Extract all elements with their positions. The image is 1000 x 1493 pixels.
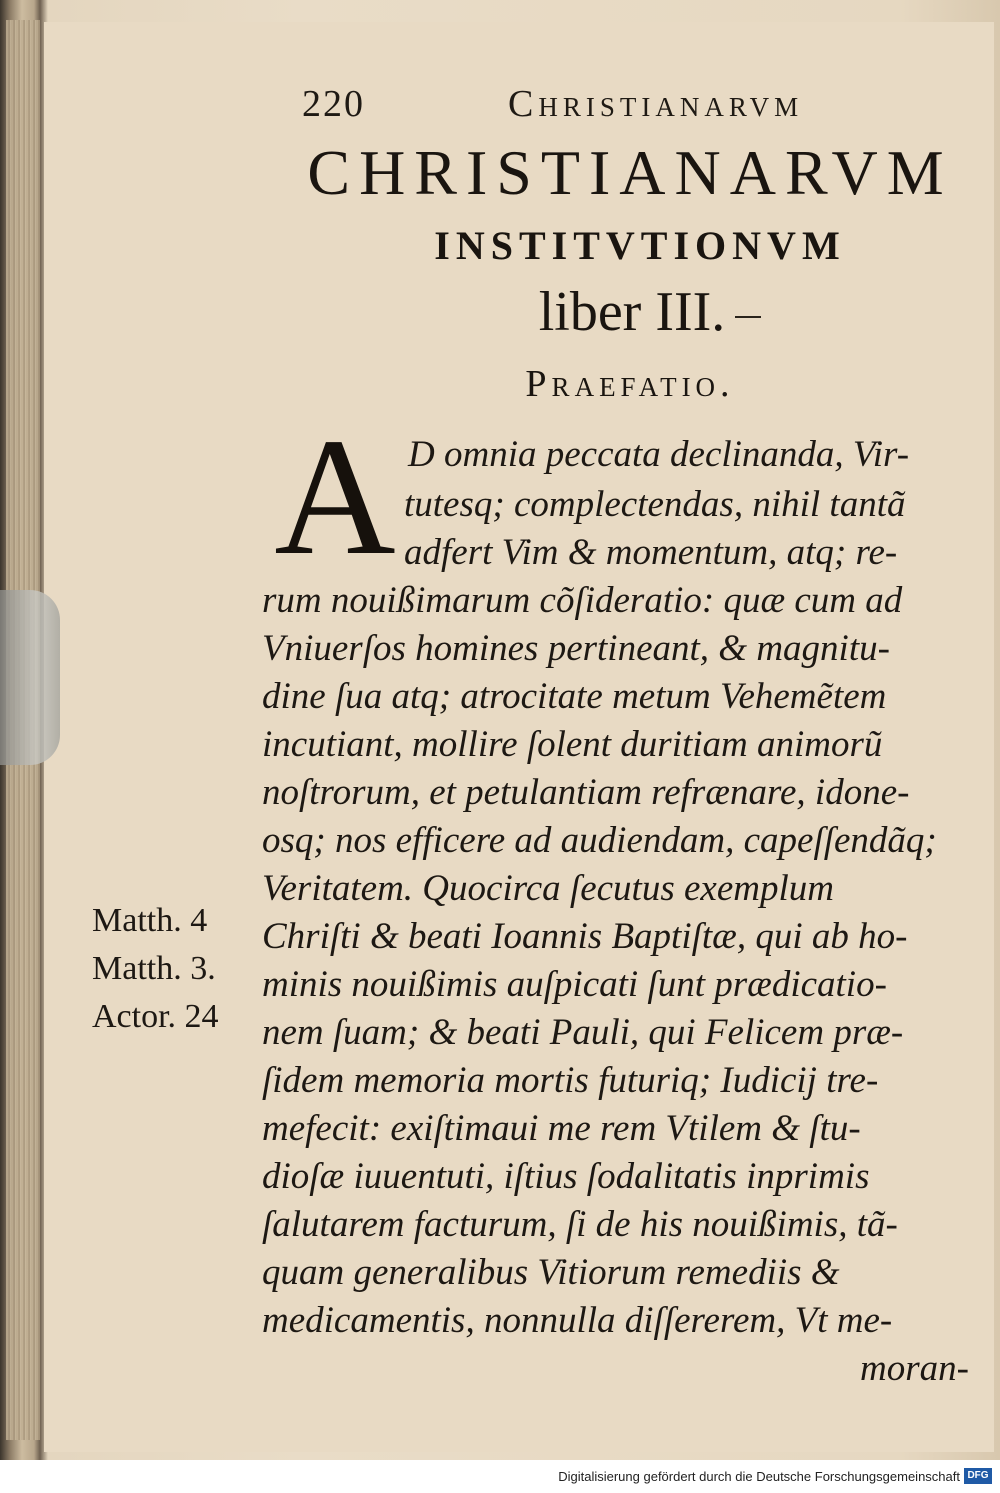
- text-line: rum nouißimarum cõſideratio: quæ cum ad: [262, 580, 903, 621]
- text-line: D omnia peccata declinanda, Vir-: [408, 434, 910, 475]
- text-line: mefecit: exiſtimaui me rem Vtilem & ſtu-: [262, 1108, 861, 1149]
- text-line: adfert Vim & momentum, atq; re-: [404, 532, 898, 573]
- text-line: dioſæ iuuentuti, iſtius ſodalitatis inprimis: [262, 1156, 870, 1197]
- text-line: tutesq; complectendas, nihil tantã: [404, 484, 906, 525]
- book-title-line1: CHRISTIANARVM: [307, 137, 953, 208]
- book-title-line2: INSTITVTIONVM: [434, 223, 846, 268]
- digitization-footer: [0, 1460, 1000, 1493]
- text-line: Chriſti & beati Ioannis Baptiſtæ, qui ab ho-: [262, 916, 908, 957]
- section-title: Praefatio.: [525, 363, 735, 405]
- margin-note: Matth. 3.: [92, 950, 216, 987]
- liber-label: liber III.: [538, 281, 726, 343]
- text-line: osq; nos efficere ad audiendam, capeſſendãq;: [262, 820, 937, 861]
- text-line: ſalutarem facturum, ſi de his nouißimis, tã-: [262, 1204, 898, 1245]
- text-line: Veritatem. Quocirca ſecutus exemplum: [262, 868, 834, 909]
- drop-cap: A: [274, 404, 396, 590]
- title-dash: [735, 316, 761, 318]
- page-number: 220: [302, 83, 365, 125]
- running-title: Christianarvm: [508, 83, 804, 125]
- dfg-logo-icon: DFG: [964, 1468, 992, 1484]
- book-title-line3: [460, 280, 840, 344]
- footer-credit: Digitalisierung gefördert durch die Deutsche Forschungsgemeinschaft: [558, 1469, 960, 1484]
- text-line: nem ſuam; & beati Pauli, qui Felicem præ-: [262, 1012, 904, 1053]
- margin-note: Actor. 24: [92, 998, 219, 1035]
- text-line: ſidem memoria mortis futuriq; Iudicij tre-: [262, 1060, 879, 1101]
- text-line: minis nouißimis auſpicati ſunt prædicatio-: [262, 964, 887, 1005]
- text-line: dine ſua atq; atrocitate metum Vehemẽtem: [262, 676, 887, 717]
- text-line: quam generalibus Vitiorum remediis &: [262, 1252, 840, 1293]
- text-line: Vniuerſos homines pertineant, & magnitu-: [262, 628, 890, 669]
- text-line: medicamentis, nonnulla diſſererem, Vt me-: [262, 1300, 893, 1341]
- text-line: incutiant, mollire ſolent duritiam animorũ: [262, 724, 883, 765]
- running-header: [272, 82, 912, 132]
- catchword: moran-: [860, 1348, 969, 1389]
- margin-note: Matth. 4: [92, 902, 208, 939]
- page-clip: [0, 590, 60, 765]
- text-line: noſtrorum, et petulantiam refrænare, idone-: [262, 772, 910, 813]
